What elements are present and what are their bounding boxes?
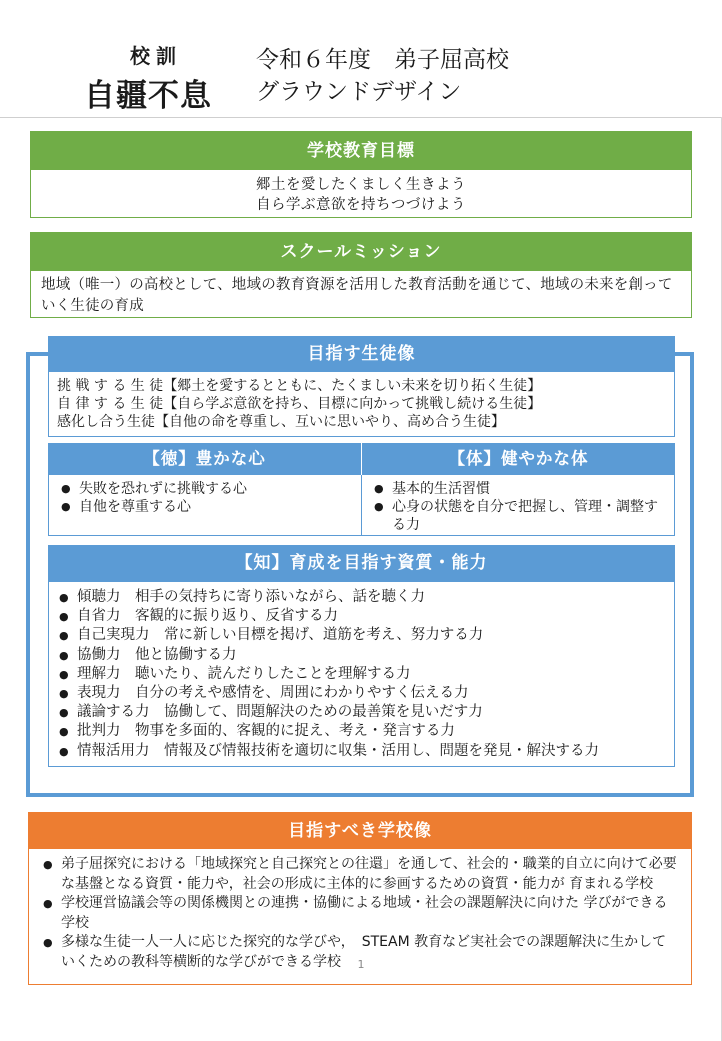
knowledge-item: ● 議論する力 協働して、問題解決のための最善策を見いだす力: [57, 703, 674, 722]
knowledge-body: [48, 582, 675, 767]
body-item: ● 基本的生活習慣: [372, 480, 666, 498]
knowledge-item: ● 理解力 聴いたり、読んだりしたことを理解する力: [57, 665, 674, 684]
school-goal-line: 郷土を愛したくましく生きよう: [256, 177, 466, 193]
school-mission-text: 地域（唯一）の高校として、地域の教育資源を活用した教育活動を通じて、地域の未来を創っていく生徒の育成: [41, 277, 673, 314]
page-number: 1: [357, 958, 365, 971]
body-body: [361, 475, 675, 536]
knowledge-item: ● 自省力 客観的に振り返り、反省する力: [57, 607, 674, 626]
knowledge-item: ● 情報活用力 情報及び情報技術を適切に収集・活用し、問題を発見・解決する力: [57, 742, 674, 761]
student-image-heading: 目指す生徒像: [48, 336, 675, 372]
school-image-body: [29, 849, 691, 972]
virtue-item: ● 自他を尊重する心: [59, 498, 353, 516]
body-item: ● 心身の状態を自分で把握し、管理・調整する力: [372, 498, 666, 534]
school-image-heading: 目指すべき学校像: [29, 813, 691, 849]
school-mission-heading: スクールミッション: [31, 233, 691, 271]
body-heading: 【体】健やかな体: [362, 443, 675, 475]
school-goals-section: [30, 131, 692, 218]
student-image-line: 自 律 す る 生 徒【自ら学ぶ意欲を持ち、目標に向かって挑戦し続ける生徒】: [57, 396, 542, 412]
knowledge-item: ● 表現力 自分の考えや感情を、周囲にわかりやすく伝える力: [57, 684, 674, 703]
school-goals-heading: 学校教育目標: [31, 132, 691, 170]
school-goals-body: [31, 170, 691, 215]
school-goal-line: 自ら学ぶ意欲を持ちつづけよう: [256, 197, 466, 213]
page-title-grand-design: グラウンドデザイン: [256, 79, 462, 105]
knowledge-item: ● 傾聴力 相手の気持ちに寄り添いながら、話を聴く力: [57, 588, 674, 607]
knowledge-item: ● 批判力 物事を多面的、客観的に捉え、考え・発言する力: [57, 722, 674, 741]
knowledge-item: ● 協働力 他と協働する力: [57, 646, 674, 665]
school-mission-section: [30, 232, 692, 318]
school-image-item: ● 学校運営協議会等の関係機関との連携・協働による地域・社会の課題解決に向けた 学びができる学校: [41, 894, 679, 933]
virtue-heading: 【徳】豊かな心: [48, 443, 361, 475]
school-motto: [84, 40, 234, 114]
header-divider: [0, 117, 722, 118]
page-title-year-school: 令和６年度 弟子屈高校: [256, 47, 509, 73]
school-image-item: ● 多様な生徒一人一人に応じた探究的な学びや， STEAM 教育など実社会での課題解決に生かしていくための教科等横断的な学びができる学校: [41, 933, 679, 972]
knowledge-item: ● 自己実現力 常に新しい目標を掲げ、道筋を考え、努力する力: [57, 626, 674, 645]
motto-label: 校訓: [130, 44, 182, 68]
virtue-item: ● 失敗を恐れずに挑戦する心: [59, 480, 353, 498]
knowledge-heading: 【知】育成を目指す資質・能力: [48, 545, 675, 582]
student-image-line: 感化し合う生徒【自他の命を尊重し、互いに思いやり、高め合う生徒】: [57, 414, 505, 430]
school-image-item: ● 弟子屈探究における「地域探究と自己探究との往還」を通して、社会的・職業的自立に向けて必要な基盤となる資質・能力や，社会の形成に主体的に参画するための資質・能力が 育まれる学校: [41, 855, 679, 894]
motto-text: 自疆不息: [84, 78, 212, 114]
student-image-line: 挑 戦 す る 生 徒【郷土を愛するとともに、たくましい未来を切り拓く生徒】: [57, 378, 542, 394]
virtue-body: [48, 475, 362, 536]
student-image-body: [48, 372, 675, 437]
